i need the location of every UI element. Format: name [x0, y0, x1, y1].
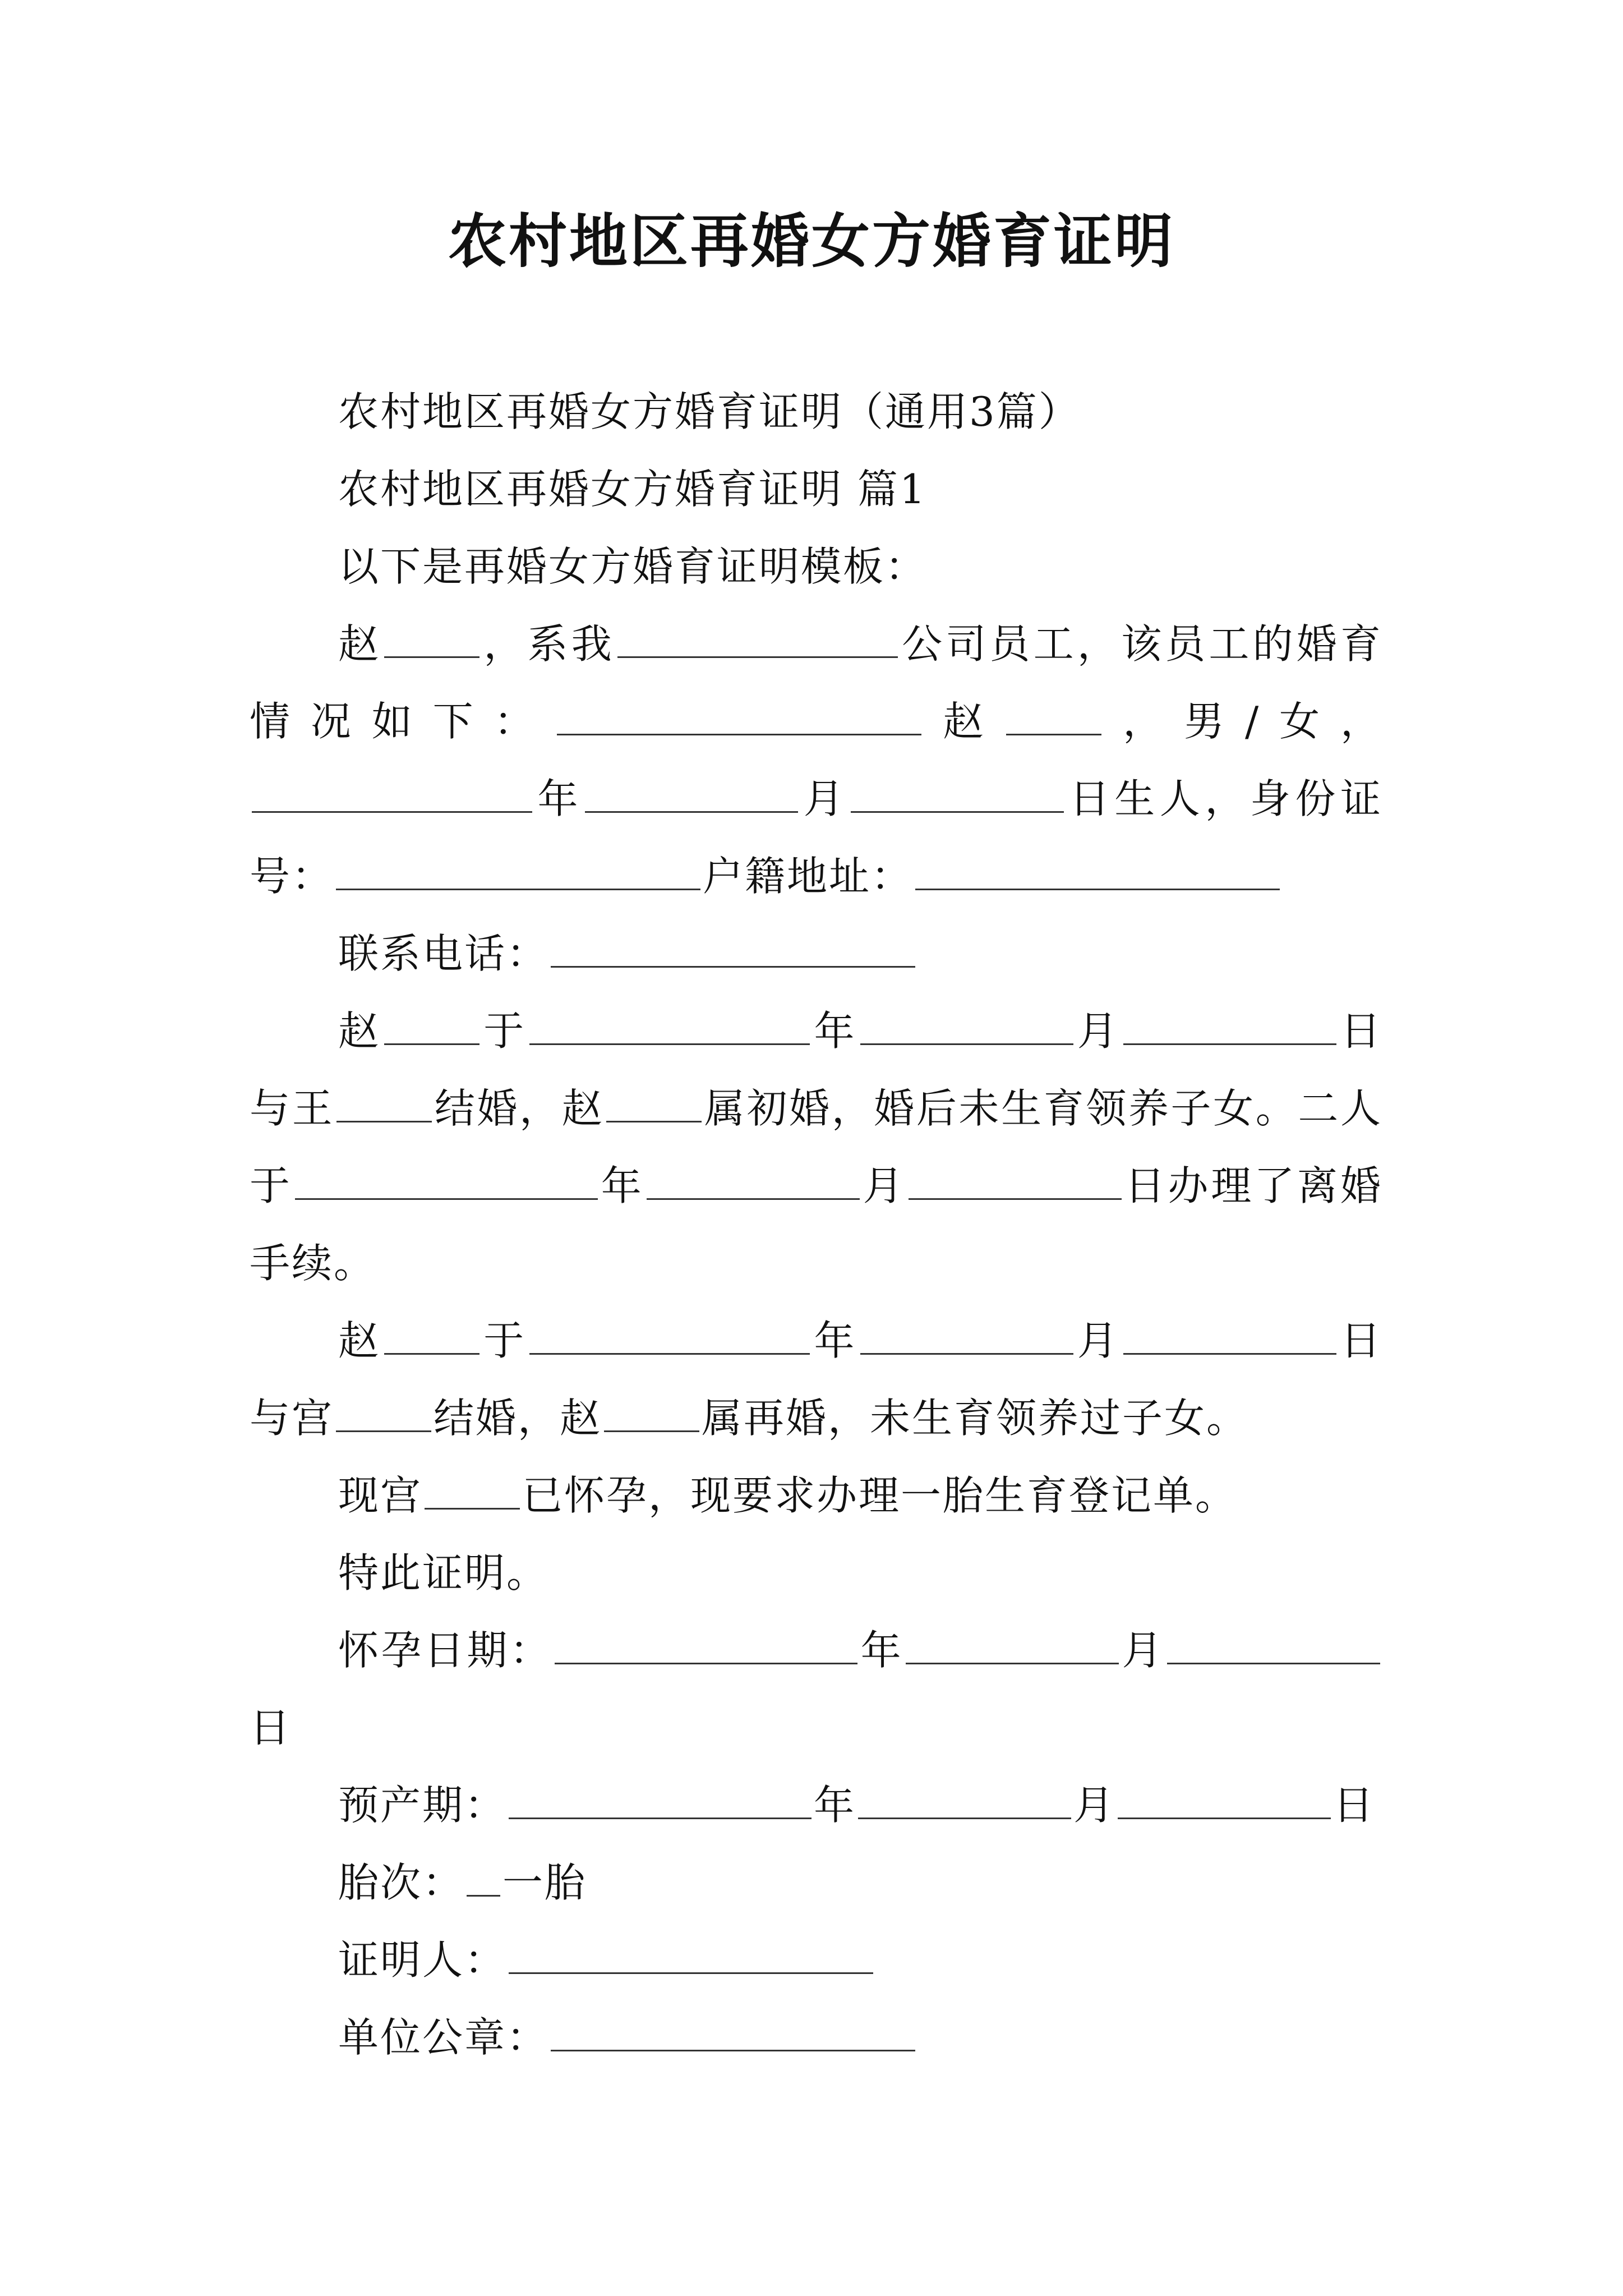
paragraph-section-heading: 农村地区再婚女方婚育证明 篇1 [338, 466, 927, 513]
blank-field-id-number [336, 852, 700, 890]
text-segment: ，男/女， [1104, 698, 1382, 745]
text-segment: 年 [600, 1162, 644, 1209]
text-segment: 赵 [338, 1317, 382, 1364]
paragraph-pregnancy-date [250, 1612, 1382, 1766]
paragraph-company-seal [250, 1999, 1382, 2076]
blank-field-address [915, 852, 1280, 890]
text-segment: 联系电话： [338, 930, 549, 977]
text-segment: 户籍地址： [703, 853, 914, 900]
text-segment: 赵 [338, 1007, 382, 1055]
text-segment: 于 [482, 1317, 528, 1364]
paragraph-employee-info [250, 605, 1382, 915]
text-segment: 公司员工，该员工的婚育情况如下： [250, 620, 1382, 745]
blank-field-name [606, 1084, 702, 1122]
paragraph-witness [250, 1921, 1382, 1999]
blank-field-name [384, 620, 479, 658]
text-segment: 结婚，赵 [434, 1085, 605, 1132]
text-segment: 胎次： [338, 1859, 465, 1906]
blank-field-name [1006, 697, 1101, 735]
text-segment: 已怀孕，现要求办理一胎生育登记单。 [522, 1472, 1238, 1519]
blank-field-name [336, 1084, 432, 1122]
paragraph-remarriage [250, 1302, 1382, 1457]
blank-field-day [1123, 1007, 1336, 1045]
blank-field-company [617, 620, 898, 658]
text-segment: 年 [814, 1782, 856, 1829]
blank-field-month [647, 1162, 860, 1200]
blank-field-phone [551, 930, 915, 968]
text-segment: 月 [1075, 1007, 1121, 1055]
text-segment: 证明人： [338, 1936, 507, 1984]
text-segment: 结婚，赵 [434, 1395, 602, 1442]
blank-field-name [604, 1394, 699, 1432]
text-segment: 于 [482, 1007, 528, 1055]
text-segment: 属初婚，婚后未生育领养子女。二人于 [250, 1085, 1382, 1209]
text-segment: 月 [1075, 1317, 1121, 1364]
document-body [250, 373, 1382, 2076]
blank-field-name [336, 1394, 431, 1432]
text-segment: 预产期： [338, 1782, 507, 1829]
text-segment: 日 [1333, 1782, 1376, 1829]
blank-field-day [1167, 1626, 1380, 1664]
text-segment: 年 [812, 1007, 858, 1055]
text-segment: 单位公章： [338, 2014, 549, 2061]
blank-field-name [384, 1317, 479, 1355]
text-segment: 日与宫 [250, 1317, 1382, 1442]
text-segment: 赵 [338, 620, 382, 668]
blank-field-name [425, 1471, 520, 1510]
blank-field-month [906, 1626, 1119, 1664]
text-segment: 月 [800, 775, 849, 822]
text-segment: ，系我 [482, 620, 615, 668]
blank-field-month [860, 1007, 1073, 1045]
blank-field-day [851, 775, 1064, 813]
text-segment: 年 [812, 1317, 858, 1364]
text-segment: 属再婚，未生育领养过子女。 [702, 1395, 1249, 1442]
text-segment: 现宫 [338, 1472, 423, 1519]
blank-field-witness [509, 1936, 873, 1974]
text-segment: 月 [1121, 1627, 1165, 1674]
paragraph-birth-order [250, 1844, 1382, 1921]
text-segment: 怀孕日期： [338, 1627, 553, 1674]
document-title: 农村地区再婚女方婚育证明 [448, 206, 1175, 275]
text-segment: 月 [861, 1162, 906, 1209]
text-segment: 日与王 [250, 1007, 1382, 1132]
blank-field-year [529, 1007, 810, 1045]
paragraph-collection-title: 农村地区再婚女方婚育证明（通用3篇） [338, 388, 1081, 435]
blank-field-year [509, 1781, 811, 1819]
text-segment: 日办理了离婚手续。 [250, 1162, 1382, 1287]
paragraph-certify: 特此证明。 [338, 1549, 549, 1596]
blank-field-month [585, 775, 798, 813]
blank-field-day [909, 1162, 1122, 1200]
text-segment: 年 [534, 775, 583, 822]
blank-field-year [252, 775, 532, 813]
blank-field-birth-order [467, 1858, 500, 1897]
blank-field-details [557, 697, 921, 735]
paragraph-pregnancy [250, 1457, 1382, 1534]
text-segment: 一胎 [502, 1859, 587, 1906]
text-segment: 日生人，身份证号： [250, 775, 1382, 900]
blank-field-month [858, 1781, 1071, 1819]
paragraph-template-intro: 以下是再婚女方婚育证明模板： [338, 543, 928, 590]
paragraph-due-date [250, 1766, 1382, 1844]
text-segment: 赵 [924, 698, 1004, 745]
text-segment: 月 [1073, 1782, 1116, 1829]
blank-field-name [384, 1007, 479, 1045]
blank-field-seal [551, 2013, 915, 2051]
blank-field-month [860, 1317, 1073, 1355]
blank-field-day [1118, 1781, 1331, 1819]
blank-field-year [555, 1626, 857, 1664]
paragraph-phone [250, 915, 1382, 992]
blank-field-year [529, 1317, 810, 1355]
blank-field-day [1123, 1317, 1336, 1355]
text-segment: 日 [250, 1704, 292, 1751]
blank-field-year [295, 1162, 598, 1200]
text-segment: 年 [860, 1627, 904, 1674]
paragraph-first-marriage [250, 992, 1382, 1302]
